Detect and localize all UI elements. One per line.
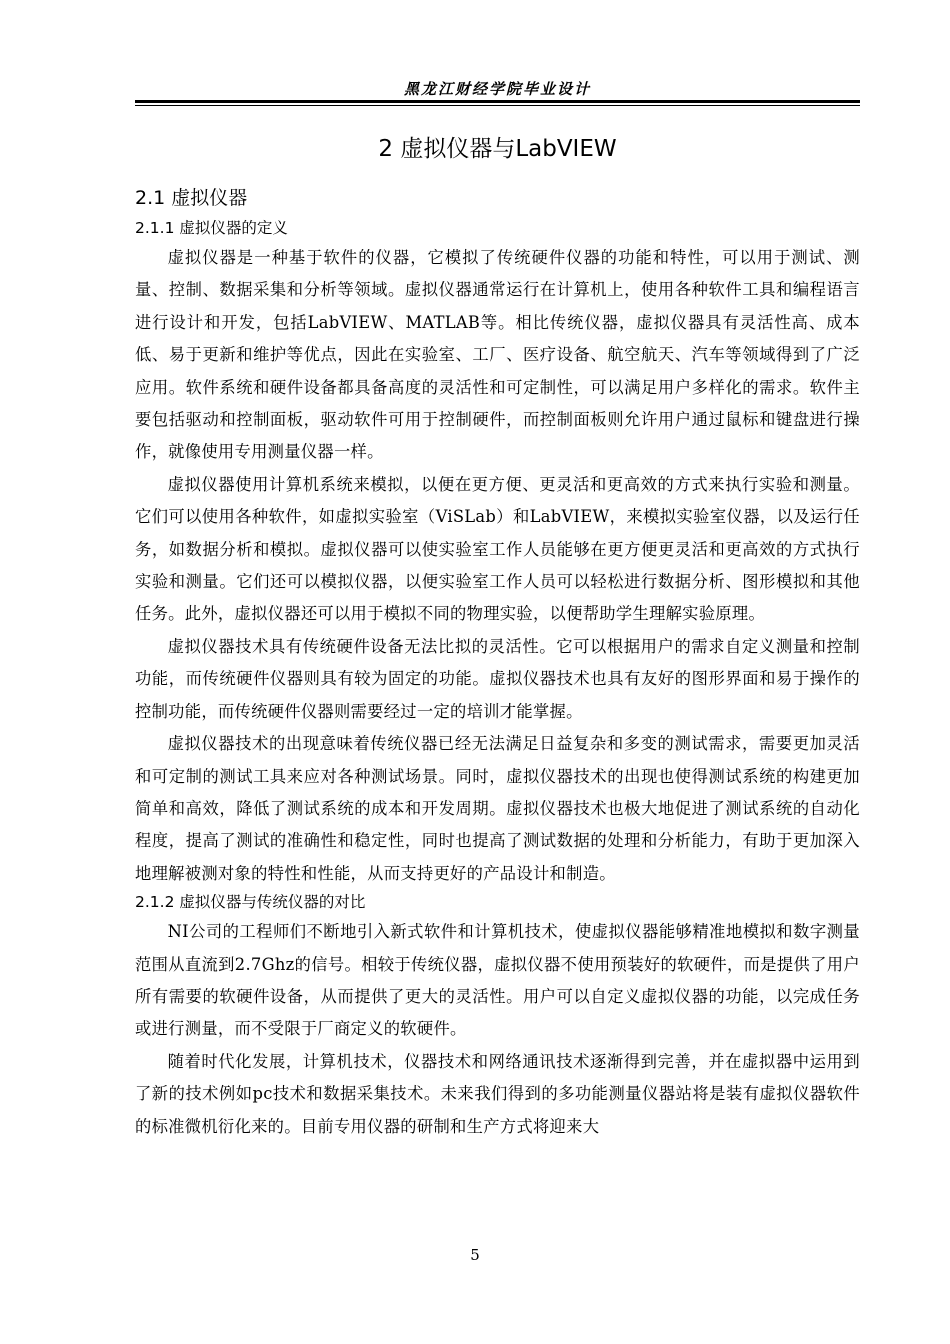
- page-body: [135, 128, 860, 1143]
- section-heading-2-1: 2.1 虚拟仪器: [135, 187, 248, 209]
- paragraph: 虚拟仪器技术具有传统硬件设备无法比拟的灵活性。它可以根据用户的需求自定义测量和控制功能，而传统硬件仪器则具有较为固定的功能。虚拟仪器技术也具有友好的图形界面和易于操作的控制功能，而传统硬件仪器则需要经过一定的培训才能掌握。: [135, 636, 860, 721]
- page-number: 5: [470, 1246, 480, 1264]
- chapter-title: 2 虚拟仪器与LabVIEW: [378, 136, 617, 162]
- subsection-heading-2-1-1: 2.1.1 虚拟仪器的定义: [135, 219, 288, 237]
- running-header: 黑龙江财经学院毕业设计: [403, 80, 591, 98]
- subsection-heading-2-1-2: 2.1.2 虚拟仪器与传统仪器的对比: [135, 893, 366, 912]
- paragraph: 虚拟仪器使用计算机系统来模拟，以便在更方便、更灵活和更高效的方式来执行实验和测量。它们可以使用各种软件，如虚拟实验室（ViSLab）和LabVIEW，来模拟实验室仪器，以及运行任务，如数据分析和模拟。虚拟仪器可以使实验室工作人员能够在更方便更灵活和更高效的方式执行实验和测量。它们还可以模拟仪器，以便实验室工作人员可以轻松进行数据分析、图形模拟和其他任务。此外，虚拟仪器还可以用于模拟不同的物理实验，以便帮助学生理解实验原理。: [135, 474, 860, 624]
- header-rule-thick: [135, 100, 860, 103]
- paragraph: 虚拟仪器是一种基于软件的仪器，它模拟了传统硬件仪器的功能和特性，可以用于测试、测量、控制、数据采集和分析等领域。虚拟仪器通常运行在计算机上，使用各种软件工具和编程语言进行设计和开发，包括LabVIEW、MATLAB等。相比传统仪器，虚拟仪器具有灵活性高、成本低、易于更新和维护等优点，因此在实验室、工厂、医疗设备、航空航天、汽车等领域得到了广泛应用。软件系统和硬件设备都具备高度的灵活性和可定制性，可以满足用户多样化的需求。软件主要包括驱动和控制面板，驱动软件可用于控制硬件，而控制面板则允许用户通过鼠标和键盘进行操作，就像使用专用测量仪器一样。: [135, 248, 860, 462]
- header-rule-thin: [135, 105, 860, 106]
- paragraph: 随着时代化发展，计算机技术，仪器技术和网络通讯技术逐渐得到完善，并在虚拟器中运用到了新的技术例如pc技术和数据采集技术。未来我们得到的多功能测量仪器站将是装有虚拟仪器软件的标准微机衍化来的。目前专用仪器的研制和生产方式将迎来大: [135, 1051, 860, 1136]
- paragraph: NI公司的工程师们不断地引入新式软件和计算机技术，使虚拟仪器能够精准地模拟和数字测量范围从直流到2.7Ghz的信号。相较于传统仪器，虚拟仪器不使用预装好的软硬件，而是提供了用户所有需要的软硬件设备，从而提供了更大的灵活性。用户可以自定义虚拟仪器的功能，以完成任务或进行测量，而不受限于厂商定义的软硬件。: [135, 922, 860, 1039]
- paragraph: 虚拟仪器技术的出现意味着传统仪器已经无法满足日益复杂和多变的测试需求，需要更加灵活和可定制的测试工具来应对各种测试场景。同时，虚拟仪器技术的出现也使得测试系统的构建更加简单和高效，降低了测试系统的成本和开发周期。虚拟仪器技术也极大地促进了测试系统的自动化程度，提高了测试的准确性和稳定性，同时也提高了测试数据的处理和分析能力，有助于更加深入地理解被测对象的特性和性能，从而支持更好的产品设计和制造。: [135, 734, 860, 883]
